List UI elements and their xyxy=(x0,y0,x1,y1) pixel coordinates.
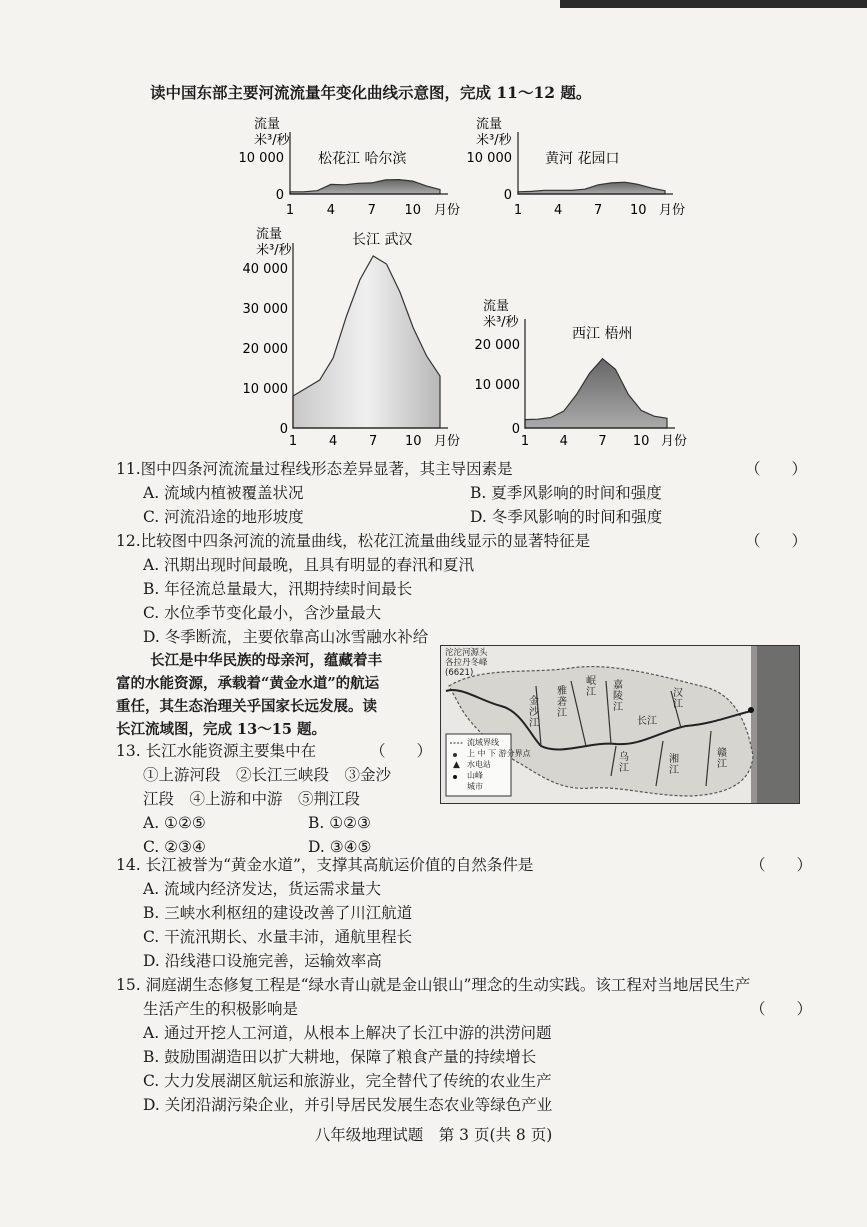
q13-option-a[interactable]: A. ①②⑤ xyxy=(143,814,206,832)
q14-option-b[interactable]: B. 三峡水利枢纽的建设改善了川江航道 xyxy=(143,904,413,922)
flow-chart-2 xyxy=(467,116,686,218)
q14-option-a[interactable]: A. 流域内经济发达，货运需求量大 xyxy=(143,880,382,898)
river-flow-charts xyxy=(0,0,867,460)
chart-xlabel-1: 月份 xyxy=(434,203,461,218)
map-river-yalong: 雅砻江 xyxy=(557,686,567,719)
q15-answer-box[interactable]: （ ） xyxy=(750,1000,813,1018)
q15-stem-cont: 生活产生的积极影响是 xyxy=(143,1000,299,1018)
q14-answer-box[interactable]: （ ） xyxy=(750,856,813,874)
q12-option-c[interactable]: C. 水位季节变化最小，含沙量最大 xyxy=(143,604,382,622)
q13-answer-box[interactable]: （ ） xyxy=(370,742,433,760)
q15-option-a[interactable]: A. 通过开挖人工河道，从根本上解决了长江中游的洪涝问题 xyxy=(143,1024,552,1042)
q13-option-c[interactable]: C. ②③④ xyxy=(143,838,206,856)
q13-choices-line-1: ①上游河段 ②长江三峡段 ③金沙 xyxy=(143,766,392,784)
map-river-xiang: 湘江 xyxy=(669,754,679,776)
q13-option-d[interactable]: D. ③④⑤ xyxy=(308,838,372,856)
map-legend-city: 城市 xyxy=(467,782,483,791)
chart-ytick-2-1: 0 xyxy=(503,188,512,203)
chart-xtick-4-1: 4 xyxy=(559,434,568,449)
flow-area-3 xyxy=(293,256,440,428)
chart-title-3: 长江 武汉 xyxy=(352,232,413,248)
chart-ylabel-2: 流量 xyxy=(476,117,503,132)
chart-ytick-3-0: 40 000 xyxy=(242,262,288,277)
map-source-label: 沱沱河源头 xyxy=(445,648,488,658)
chart-ytick-3-2: 20 000 xyxy=(242,342,288,357)
q13-option-b[interactable]: B. ①②③ xyxy=(308,814,371,832)
q11-option-d[interactable]: D. 冬季风影响的时间和强度 xyxy=(470,508,663,526)
chart-ylabel-4: 流量 xyxy=(483,299,510,314)
chart-xtick-3-3: 10 xyxy=(404,434,422,449)
chart-yunit-3: 米³/秒 xyxy=(256,243,292,258)
chart-ytick-2-0: 10 000 xyxy=(466,151,512,166)
q14-stem: 14. 长江被誉为“黄金水道”，支撑其高航运价值的自然条件是 xyxy=(116,856,534,874)
chart-ytick-3-3: 10 000 xyxy=(242,382,288,397)
q12-option-a[interactable]: A. 汛期出现时间最晚，且具有明显的春汛和夏汛 xyxy=(143,556,475,574)
map-legend-hydropower: 水电站 xyxy=(467,760,491,769)
map-river-gan: 赣江 xyxy=(717,748,727,770)
chart-yunit-4: 米³/秒 xyxy=(483,315,519,330)
chart-xtick-4-3: 10 xyxy=(632,434,650,449)
passage-line-3: 重任，其生态治理关乎国家长远发展。读 xyxy=(116,698,377,715)
chart-xtick-1-3: 10 xyxy=(404,203,422,218)
q12-option-d[interactable]: D. 冬季断流，主要依靠高山冰雪融水补给 xyxy=(143,628,429,646)
q14-option-d[interactable]: D. 沿线港口设施完善，运输效率高 xyxy=(143,952,382,970)
q11-stem: 11.图中四条河流流量过程线形态差异显著，其主导因素是 xyxy=(116,460,513,478)
chart-ytick-4-2: 0 xyxy=(511,422,520,437)
chart-xtick-1-2: 7 xyxy=(367,203,376,218)
chart-xlabel-4: 月份 xyxy=(661,434,688,449)
q11-answer-box[interactable]: （ ） xyxy=(745,460,808,478)
map-legend-boundary: 流域界线 xyxy=(467,738,499,747)
chart-xtick-1-1: 4 xyxy=(326,203,336,218)
map-river-changjiang: 长江 xyxy=(637,716,657,727)
q12-answer-box[interactable]: （ ） xyxy=(745,532,808,550)
chart-ytick-3-1: 30 000 xyxy=(242,302,288,317)
q14-option-c[interactable]: C. 干流汛期长、水量丰沛，通航里程长 xyxy=(143,928,413,946)
flow-area-2 xyxy=(518,182,665,194)
chart-yunit-2: 米³/秒 xyxy=(476,133,512,148)
q12-option-b[interactable]: B. 年径流总量最大，汛期持续时间最长 xyxy=(143,580,413,598)
chart-ytick-3-4: 0 xyxy=(279,422,288,437)
flow-chart-4 xyxy=(475,298,688,449)
chart-yunit-1: 米³/秒 xyxy=(254,133,290,148)
chart-title-2: 黄河 花园口 xyxy=(545,151,620,167)
q15-option-d[interactable]: D. 关闭沿湖污染企业，并引导居民发展生态农业等绿色产业 xyxy=(143,1096,553,1114)
chart-xtick-4-0: 1 xyxy=(520,434,530,449)
chart-ytick-4-0: 20 000 xyxy=(474,338,520,353)
chart-title-4: 西江 梧州 xyxy=(572,326,633,342)
chart-xtick-1-0: 1 xyxy=(285,203,295,218)
map-legend-peak: 山峰 xyxy=(467,771,483,780)
flow-area-1 xyxy=(290,180,440,194)
q13-stem: 13. 长江水能资源主要集中在 xyxy=(116,742,317,760)
q11-option-b[interactable]: B. 夏季风影响的时间和强度 xyxy=(470,484,662,502)
q15-option-b[interactable]: B. 鼓励围湖造田以扩大耕地，保障了粮食产量的持续增长 xyxy=(143,1048,537,1066)
chart-ytick-1-1: 0 xyxy=(275,188,284,203)
q15-option-c[interactable]: C. 大力发展湖区航运和旅游业，完全替代了传统的农业生产 xyxy=(143,1072,552,1090)
chart-xtick-2-1: 4 xyxy=(553,203,563,218)
map-peak-height: (6621) xyxy=(445,668,474,678)
map-legend-divider: 上 中 下 游分界点 xyxy=(467,749,531,758)
map-river-jinsha: 金沙江 xyxy=(529,696,539,729)
q15-stem: 15. 洞庭湖生态修复工程是“绿水青山就是金山银山”理念的生动实践。该工程对当地居民生产 xyxy=(116,976,751,994)
chart-xtick-3-2: 7 xyxy=(369,434,378,449)
map-river-min: 岷江 xyxy=(586,676,596,698)
passage-line-4: 长江流域图，完成 13～15 题。 xyxy=(116,721,326,738)
chart-ylabel-3: 流量 xyxy=(256,227,283,242)
map-river-han: 汉江 xyxy=(673,688,683,710)
q12-stem: 12.比较图中四条河流的流量曲线，松花江流量曲线显示的显著特征是 xyxy=(116,532,591,550)
chart-xtick-4-2: 7 xyxy=(598,434,607,449)
chart-ytick-1-0: 10 000 xyxy=(238,151,284,166)
chart-title-1: 松花江 哈尔滨 xyxy=(318,151,407,167)
chart-ytick-4-1: 10 000 xyxy=(474,378,520,393)
svg-text:▲: ▲ xyxy=(453,760,460,770)
map-river-jialing: 嘉陵江 xyxy=(613,680,623,713)
passage-line-2: 富的水能资源，承载着“黄金水道”的航运 xyxy=(116,675,380,692)
chart-xtick-3-1: 4 xyxy=(328,434,338,449)
intro-text-1: 读中国东部主要河流流量年变化曲线示意图，完成 11～12 题。 xyxy=(150,83,592,102)
q11-option-c[interactable]: C. 河流沿途的地形坡度 xyxy=(143,508,304,526)
flow-chart-1 xyxy=(239,116,461,218)
page-footer: 八年级地理试题 第 3 页(共 8 页) xyxy=(314,1126,553,1144)
yangtze-basin-map xyxy=(440,645,800,804)
chart-xtick-2-0: 1 xyxy=(513,203,523,218)
map-peak-label: 各拉丹冬峰 xyxy=(445,658,488,668)
chart-xlabel-2: 月份 xyxy=(659,203,686,218)
chart-xtick-2-3: 10 xyxy=(629,203,647,218)
q13-choices-line-2: 江段 ④上游和中游 ⑤荆江段 xyxy=(143,790,361,808)
chart-xtick-3-0: 1 xyxy=(288,434,298,449)
chart-ylabel-1: 流量 xyxy=(254,117,281,132)
q11-option-a[interactable]: A. 流域内植被覆盖状况 xyxy=(143,484,304,502)
map-river-wu: 乌江 xyxy=(619,752,629,774)
flow-chart-3 xyxy=(243,226,461,449)
passage-line-1: 长江是中华民族的母亲河，蕴藏着丰 xyxy=(150,652,382,669)
chart-xlabel-3: 月份 xyxy=(434,434,461,449)
chart-xtick-2-2: 7 xyxy=(594,203,603,218)
flow-area-4 xyxy=(525,359,667,428)
